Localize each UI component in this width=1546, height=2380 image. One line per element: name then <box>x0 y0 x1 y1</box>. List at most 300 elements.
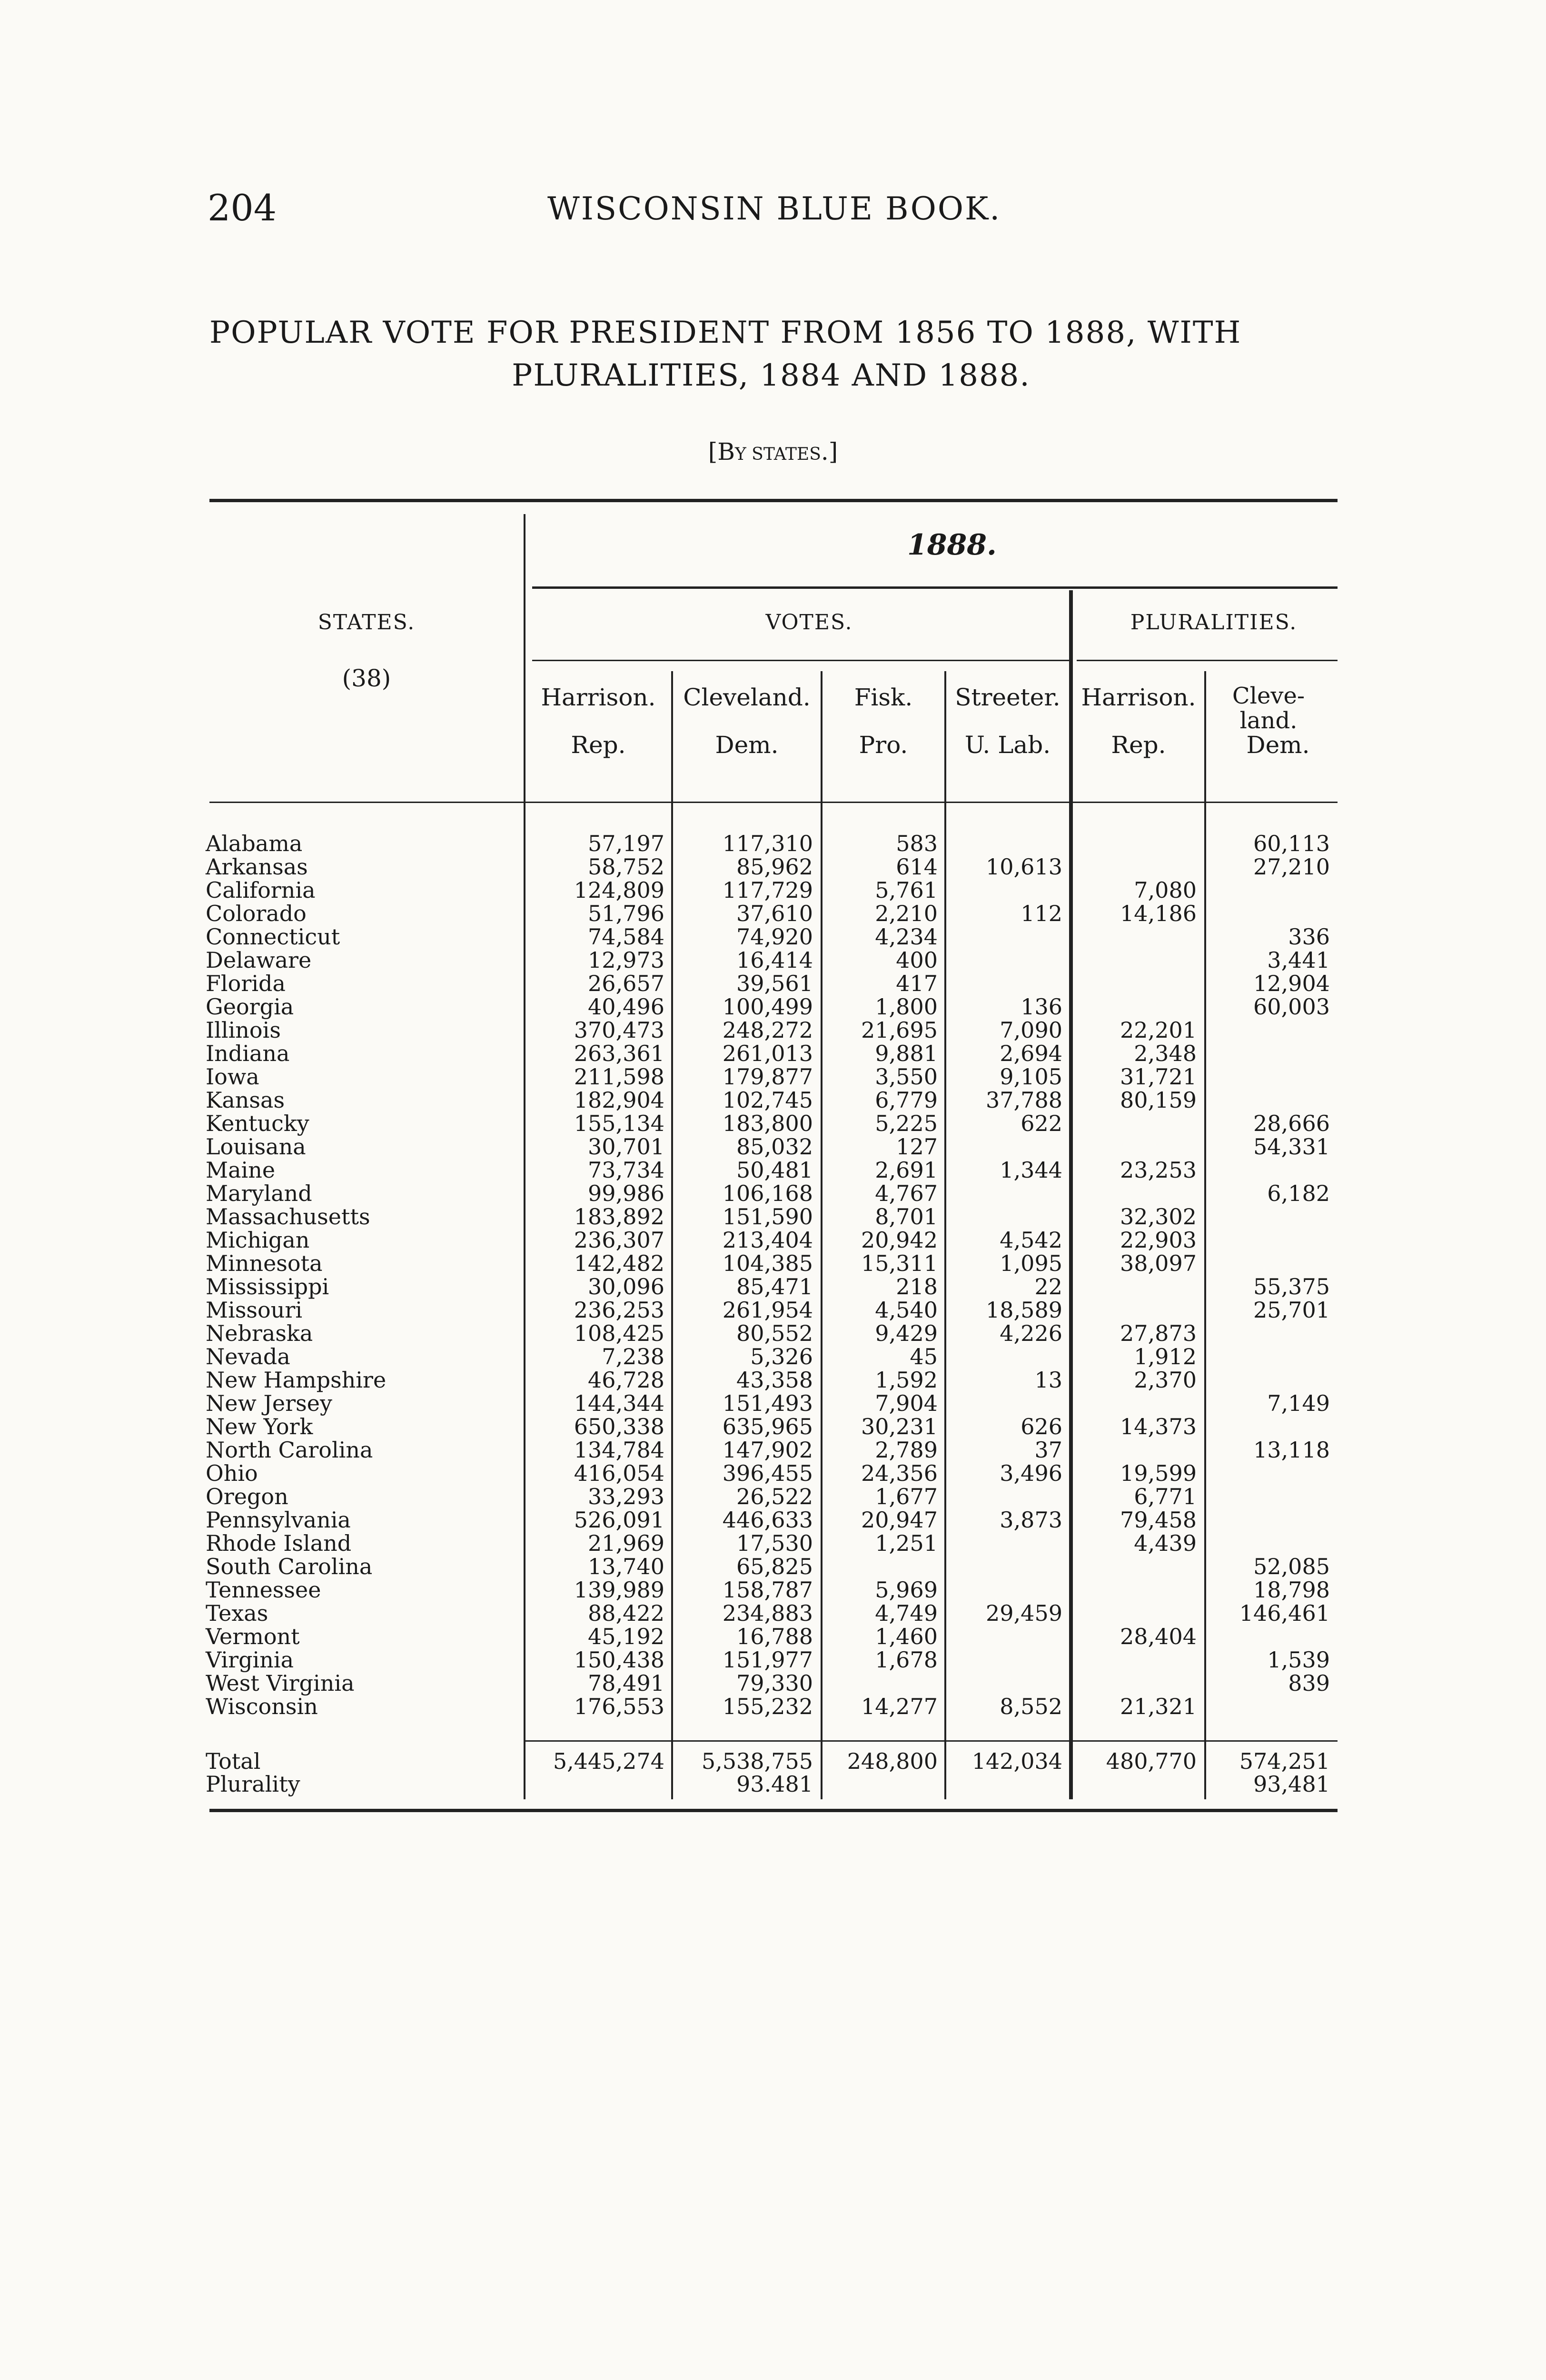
table-row <box>206 1322 1338 1345</box>
state-name <box>206 1695 525 1718</box>
table-row <box>206 1229 1338 1252</box>
cell-streeter <box>945 1773 1070 1795</box>
state-label: Virginia <box>206 1647 294 1673</box>
cell-plur-rep: 27,873 <box>1120 1320 1197 1346</box>
state-name <box>206 855 525 879</box>
cell-streeter: 29,459 <box>986 1600 1062 1626</box>
cell-harrison: 108,425 <box>574 1320 664 1346</box>
cell-cleveland: 183,800 <box>722 1111 813 1136</box>
cell-streeter <box>945 1625 1070 1648</box>
cell-cleveland: 106,168 <box>722 1180 813 1206</box>
page-number: 204 <box>208 187 277 229</box>
state-label: New Jersey <box>206 1390 332 1416</box>
total-label <box>206 1773 525 1795</box>
state-name <box>206 1229 525 1252</box>
state-name <box>206 1112 525 1135</box>
states-heading: STATES. <box>317 610 416 635</box>
cell-cleveland: 43,358 <box>736 1367 813 1393</box>
cell-harrison: 183,892 <box>574 1204 664 1230</box>
cell-plur-dem <box>1204 1508 1338 1532</box>
cell-plur-rep: 23,253 <box>1120 1157 1197 1183</box>
cell-plur-rep <box>1070 832 1204 855</box>
state-name <box>206 1042 525 1065</box>
table-row <box>206 1042 1338 1065</box>
state-name <box>206 1602 525 1625</box>
cell-plur-rep <box>1070 1182 1204 1205</box>
cell-cleveland: 147,902 <box>722 1437 813 1463</box>
state-label: West Virginia <box>206 1670 355 1696</box>
cell-plur-dem: 13,118 <box>1253 1437 1330 1463</box>
table-row <box>206 1368 1338 1392</box>
cell-cleveland: 248,272 <box>722 1017 813 1043</box>
cell-cleveland: 16,414 <box>736 947 813 973</box>
cell-plur-dem: 60,113 <box>1253 831 1330 856</box>
col-harrison-party: Rep. <box>571 731 626 759</box>
total-label-text: Total <box>206 1748 261 1774</box>
state-label: New York <box>206 1414 313 1439</box>
cell-fisk: 248,800 <box>847 1748 938 1774</box>
cell-harrison: 144,344 <box>574 1390 664 1416</box>
cell-fisk <box>821 1672 945 1695</box>
cell-harrison: 142,482 <box>574 1250 664 1276</box>
table-row <box>206 1275 1338 1299</box>
state-name <box>206 1462 525 1485</box>
cell-streeter <box>945 1135 1070 1159</box>
col-harrison-name: Harrison. <box>541 684 656 711</box>
table-row <box>206 1065 1338 1089</box>
cell-streeter: 136 <box>1021 994 1062 1020</box>
cell-streeter: 8,552 <box>1000 1694 1062 1719</box>
state-label: Illinois <box>206 1017 281 1043</box>
cell-fisk: 6,779 <box>875 1087 938 1113</box>
cell-plur-dem <box>1204 1065 1338 1089</box>
cell-fisk: 4,749 <box>875 1600 938 1626</box>
table-row <box>206 1462 1338 1485</box>
table-row <box>206 1112 1338 1135</box>
cell-cleveland: 158,787 <box>722 1577 813 1603</box>
total-label <box>206 1750 525 1773</box>
cell-harrison: 74,584 <box>588 924 664 950</box>
state-name <box>206 1182 525 1205</box>
cell-streeter: 37,788 <box>986 1087 1062 1113</box>
state-label: Oregon <box>206 1484 288 1509</box>
cell-cleveland: 261,013 <box>722 1041 813 1066</box>
cell-harrison: 650,338 <box>574 1414 664 1439</box>
cell-cleveland: 234,883 <box>722 1600 813 1626</box>
state-name <box>206 1392 525 1415</box>
table-row <box>206 1648 1338 1672</box>
cell-harrison: 7,238 <box>602 1344 664 1369</box>
table-row <box>206 1392 1338 1415</box>
col-plur-harrison-party: Rep. <box>1111 731 1166 759</box>
cell-fisk: 2,691 <box>875 1157 938 1183</box>
cell-plur-dem: 25,701 <box>1253 1297 1330 1323</box>
cell-cleveland: 85,032 <box>736 1134 813 1160</box>
cell-harrison <box>525 1773 672 1795</box>
cell-cleveland: 104,385 <box>722 1250 813 1276</box>
cell-plur-rep <box>1070 1773 1204 1795</box>
table-row <box>206 855 1338 879</box>
col-plur-cleveland-party: Dem. <box>1246 731 1310 759</box>
cell-harrison: 236,253 <box>574 1297 664 1323</box>
cell-cleveland: 5,326 <box>750 1344 813 1369</box>
cell-plur-dem: 839 <box>1288 1670 1330 1696</box>
totals-table <box>206 1750 1338 1795</box>
cell-cleveland: 74,920 <box>736 924 813 950</box>
cell-plur-rep: 21,321 <box>1120 1694 1197 1719</box>
state-name <box>206 1089 525 1112</box>
col-fisk-name: Fisk. <box>854 684 913 711</box>
cell-cleveland: 635,965 <box>722 1414 813 1439</box>
cell-plur-dem <box>1204 1462 1338 1485</box>
table-subtitle <box>0 438 1546 466</box>
cell-cleveland: 85,471 <box>736 1274 813 1299</box>
state-label: Wisconsin <box>206 1694 318 1719</box>
col-cleveland-party: Dem. <box>715 731 779 759</box>
cell-plur-rep: 6,771 <box>1134 1484 1197 1509</box>
cell-harrison: 40,496 <box>588 994 664 1020</box>
cell-harrison: 33,293 <box>588 1484 664 1509</box>
cell-plur-rep: 79,458 <box>1120 1507 1197 1533</box>
table-row <box>206 1672 1338 1695</box>
state-name <box>206 1625 525 1648</box>
cell-plur-rep: 7,080 <box>1134 877 1197 903</box>
cell-harrison: 526,091 <box>574 1507 664 1533</box>
cell-plur-rep: 14,186 <box>1120 901 1197 926</box>
cell-fisk: 127 <box>896 1134 938 1160</box>
cell-cleveland: 39,561 <box>736 971 813 996</box>
cell-streeter <box>945 972 1070 995</box>
subtitle-small: Y STATES <box>734 445 821 464</box>
cell-cleveland: 179,877 <box>722 1064 813 1090</box>
cell-harrison: 26,657 <box>588 971 664 996</box>
top-rule <box>209 499 1338 502</box>
state-label: Alabama <box>206 831 303 856</box>
cell-cleveland: 117,729 <box>722 877 813 903</box>
cell-fisk: 4,767 <box>875 1180 938 1206</box>
bottom-rule <box>209 1809 1338 1812</box>
total-row <box>206 1773 1338 1795</box>
cell-streeter <box>945 1672 1070 1695</box>
cell-cleveland: 79,330 <box>736 1670 813 1696</box>
table-row <box>206 1205 1338 1229</box>
cell-streeter: 4,542 <box>1000 1227 1062 1253</box>
cell-streeter <box>945 1392 1070 1415</box>
cell-streeter <box>945 949 1070 972</box>
cell-fisk: 1,677 <box>875 1484 938 1509</box>
state-name <box>206 1345 525 1368</box>
cell-plur-dem <box>1204 1695 1338 1718</box>
cell-fisk: 9,429 <box>875 1320 938 1346</box>
cell-plur-dem: 12,904 <box>1253 971 1330 996</box>
cell-fisk: 20,942 <box>861 1227 938 1253</box>
cell-streeter: 7,090 <box>1000 1017 1062 1043</box>
cell-plur-dem: 54,331 <box>1253 1134 1330 1160</box>
cell-harrison: 12,973 <box>588 947 664 973</box>
state-name <box>206 1299 525 1322</box>
cell-plur-rep <box>1070 925 1204 949</box>
cell-harrison: 30,701 <box>588 1134 664 1160</box>
cell-fisk: 218 <box>896 1274 938 1299</box>
cell-harrison: 46,728 <box>588 1367 664 1393</box>
state-label: Delaware <box>206 947 312 973</box>
cell-harrison: 57,197 <box>588 831 664 856</box>
state-name <box>206 972 525 995</box>
table-row <box>206 949 1338 972</box>
subtitle-close: .] <box>821 438 838 466</box>
state-name <box>206 1205 525 1229</box>
col-streeter-name: Streeter. <box>955 684 1060 711</box>
cell-fisk: 3,550 <box>875 1064 938 1090</box>
cell-fisk: 614 <box>896 854 938 880</box>
cell-plur-dem: 55,375 <box>1253 1274 1330 1299</box>
col-plur-cleveland-name: Cleve-land. <box>1232 683 1305 734</box>
cell-streeter: 37 <box>1034 1437 1062 1463</box>
cell-plur-dem <box>1204 1345 1338 1368</box>
cell-streeter: 1,344 <box>1000 1157 1062 1183</box>
cell-fisk: 1,678 <box>875 1647 938 1673</box>
table-row <box>206 1019 1338 1042</box>
cell-cleveland: 80,552 <box>736 1320 813 1346</box>
cell-harrison: 176,553 <box>574 1694 664 1719</box>
state-label: Florida <box>206 971 286 996</box>
cell-fisk: 1,460 <box>875 1624 938 1649</box>
cell-harrison: 236,307 <box>574 1227 664 1253</box>
state-label: California <box>206 877 316 903</box>
cell-plur-dem <box>1204 1019 1338 1042</box>
cell-harrison: 155,134 <box>574 1111 664 1136</box>
cell-harrison: 88,422 <box>588 1600 664 1626</box>
cell-harrison: 124,809 <box>574 877 664 903</box>
col-fisk-party: Pro. <box>859 731 908 759</box>
state-label: Mississippi <box>206 1274 329 1299</box>
state-label: Tennessee <box>206 1577 321 1603</box>
cell-streeter: 18,589 <box>986 1297 1062 1323</box>
cell-fisk: 1,251 <box>875 1530 938 1556</box>
cell-fisk: 30,231 <box>861 1414 938 1439</box>
state-label: Ohio <box>206 1460 258 1486</box>
cell-harrison: 21,969 <box>588 1530 664 1556</box>
cell-streeter <box>945 1532 1070 1555</box>
cell-plur-rep <box>1070 949 1204 972</box>
cell-cleveland: 151,493 <box>722 1390 813 1416</box>
state-label: Georgia <box>206 994 294 1020</box>
total-label-text: Plurality <box>206 1771 300 1797</box>
state-name <box>206 1275 525 1299</box>
cell-plur-dem <box>1204 1625 1338 1648</box>
table-row <box>206 995 1338 1019</box>
cell-fisk: 583 <box>896 831 938 856</box>
vote-table-body <box>206 832 1338 1718</box>
cell-cleveland: 151,590 <box>722 1204 813 1230</box>
state-label: Nevada <box>206 1344 290 1369</box>
cell-plur-rep: 22,903 <box>1120 1227 1197 1253</box>
cell-fisk: 14,277 <box>861 1694 938 1719</box>
cell-harrison: 45,192 <box>588 1624 664 1649</box>
cell-fisk: 5,761 <box>875 877 938 903</box>
cell-plur-rep <box>1070 1112 1204 1135</box>
state-label: Kansas <box>206 1087 285 1113</box>
cell-fisk: 4,234 <box>875 924 938 950</box>
state-name <box>206 1578 525 1602</box>
table-row <box>206 832 1338 855</box>
state-name <box>206 1252 525 1275</box>
cell-plur-rep <box>1070 1135 1204 1159</box>
cell-fisk: 1,592 <box>875 1367 938 1393</box>
state-name <box>206 1672 525 1695</box>
cell-cleveland: 213,404 <box>722 1227 813 1253</box>
cell-plur-dem <box>1204 1229 1338 1252</box>
cell-cleveland: 102,745 <box>722 1087 813 1113</box>
state-name <box>206 832 525 855</box>
cell-plur-dem <box>1204 1485 1338 1508</box>
cell-plur-rep <box>1070 1438 1204 1462</box>
cell-plur-dem: 336 <box>1288 924 1330 950</box>
cell-plur-dem <box>1204 902 1338 925</box>
cell-streeter: 9,105 <box>1000 1064 1062 1090</box>
cell-cleveland: 16,788 <box>736 1624 813 1649</box>
cell-cleveland: 93.481 <box>736 1771 813 1797</box>
cell-cleveland: 151,977 <box>722 1647 813 1673</box>
cell-streeter: 626 <box>1021 1414 1062 1439</box>
state-label: Pennsylvania <box>206 1507 351 1533</box>
table-row <box>206 925 1338 949</box>
state-name <box>206 1368 525 1392</box>
cell-streeter: 2,694 <box>1000 1041 1062 1066</box>
cell-streeter: 4,226 <box>1000 1320 1062 1346</box>
cell-fisk: 2,210 <box>875 901 938 926</box>
table-row <box>206 1415 1338 1438</box>
cell-fisk: 5,225 <box>875 1111 938 1136</box>
cell-plur-dem: 93,481 <box>1253 1771 1330 1797</box>
cell-plur-rep <box>1070 1392 1204 1415</box>
cell-plur-rep: 14,373 <box>1120 1414 1197 1439</box>
cell-harrison: 30,096 <box>588 1274 664 1299</box>
cell-cleveland: 261,954 <box>722 1297 813 1323</box>
cell-streeter: 1,095 <box>1000 1250 1062 1276</box>
table-row <box>206 1299 1338 1322</box>
cell-plur-dem: 52,085 <box>1253 1554 1330 1579</box>
cell-plur-rep: 4,439 <box>1134 1530 1197 1556</box>
cell-cleveland: 65,825 <box>736 1554 813 1579</box>
table-row <box>206 1089 1338 1112</box>
table-row <box>206 1345 1338 1368</box>
pluralities-rule <box>1077 660 1338 661</box>
cell-plur-rep <box>1070 1555 1204 1578</box>
cell-streeter: 13 <box>1034 1367 1062 1393</box>
state-label: Kentucky <box>206 1111 309 1136</box>
cell-fisk: 400 <box>896 947 938 973</box>
cell-plur-dem <box>1204 1368 1338 1392</box>
year-rule <box>532 586 1338 589</box>
cell-fisk: 7,904 <box>875 1390 938 1416</box>
state-label: Minnesota <box>206 1250 323 1276</box>
cell-plur-dem <box>1204 1089 1338 1112</box>
table-row <box>206 902 1338 925</box>
col-streeter-party: U. Lab. <box>964 731 1051 759</box>
table-row <box>206 1485 1338 1508</box>
cell-plur-dem: 6,182 <box>1267 1180 1330 1206</box>
cell-streeter <box>945 1555 1070 1578</box>
state-label: Connecticut <box>206 924 340 950</box>
cell-plur-rep: 480,770 <box>1106 1748 1197 1774</box>
state-label: Nebraska <box>206 1320 313 1346</box>
cell-streeter <box>945 1182 1070 1205</box>
cell-plur-rep <box>1070 972 1204 995</box>
cell-plur-dem <box>1204 1532 1338 1555</box>
cell-plur-rep: 22,201 <box>1120 1017 1197 1043</box>
table-row <box>206 1438 1338 1462</box>
cell-fisk <box>821 1555 945 1578</box>
state-name <box>206 925 525 949</box>
running-head: WISCONSIN BLUE BOOK. <box>547 190 1001 227</box>
cell-plur-rep <box>1070 855 1204 879</box>
cell-cleveland: 37,610 <box>736 901 813 926</box>
cell-plur-rep: 2,348 <box>1134 1041 1197 1066</box>
cell-plur-rep: 38,097 <box>1120 1250 1197 1276</box>
cell-plur-dem: 18,798 <box>1253 1577 1330 1603</box>
cell-fisk: 20,947 <box>861 1507 938 1533</box>
state-label: Colorado <box>206 901 307 926</box>
cell-plur-rep: 32,302 <box>1120 1204 1197 1230</box>
cell-plur-rep <box>1070 995 1204 1019</box>
vote-table <box>206 832 1338 1718</box>
cell-plur-dem: 28,666 <box>1253 1111 1330 1136</box>
col-cleveland-name: Cleveland. <box>683 684 811 711</box>
cell-fisk: 9,881 <box>875 1041 938 1066</box>
cell-plur-dem <box>1204 1205 1338 1229</box>
state-name <box>206 1415 525 1438</box>
cell-plur-rep: 1,912 <box>1134 1344 1197 1369</box>
state-label: Arkansas <box>206 854 308 880</box>
cell-fisk: 24,356 <box>861 1460 938 1486</box>
cell-plur-dem <box>1204 1252 1338 1275</box>
cell-cleveland: 396,455 <box>722 1460 813 1486</box>
cell-streeter: 622 <box>1021 1111 1062 1136</box>
cell-plur-dem <box>1204 1415 1338 1438</box>
cell-fisk: 15,311 <box>861 1250 938 1276</box>
cell-plur-dem <box>1204 1042 1338 1065</box>
cell-streeter: 142,034 <box>971 1748 1062 1774</box>
state-name <box>206 1648 525 1672</box>
cell-streeter: 112 <box>1021 901 1062 926</box>
cell-cleveland: 26,522 <box>736 1484 813 1509</box>
table-row <box>206 1578 1338 1602</box>
state-label: Iowa <box>206 1064 259 1090</box>
cell-plur-dem <box>1204 879 1338 902</box>
cell-cleveland: 117,310 <box>722 831 813 856</box>
cell-streeter <box>945 925 1070 949</box>
cell-cleveland: 17,530 <box>736 1530 813 1556</box>
state-name <box>206 995 525 1019</box>
cell-plur-dem: 7,149 <box>1267 1390 1330 1416</box>
state-name <box>206 1508 525 1532</box>
state-label: Indiana <box>206 1041 290 1066</box>
cell-harrison: 150,438 <box>574 1647 664 1673</box>
cell-cleveland: 5,538,755 <box>701 1748 813 1774</box>
cell-fisk: 4,540 <box>875 1297 938 1323</box>
cell-harrison: 139,989 <box>574 1577 664 1603</box>
state-label: South Carolina <box>206 1554 373 1579</box>
cell-plur-rep: 28,404 <box>1120 1624 1197 1649</box>
state-label: Louisana <box>206 1134 306 1160</box>
table-row <box>206 879 1338 902</box>
cell-plur-rep: 2,370 <box>1134 1367 1197 1393</box>
cell-streeter <box>945 1485 1070 1508</box>
cell-streeter <box>945 879 1070 902</box>
totals-rule <box>525 1740 1338 1742</box>
cell-plur-dem: 574,251 <box>1239 1748 1330 1774</box>
